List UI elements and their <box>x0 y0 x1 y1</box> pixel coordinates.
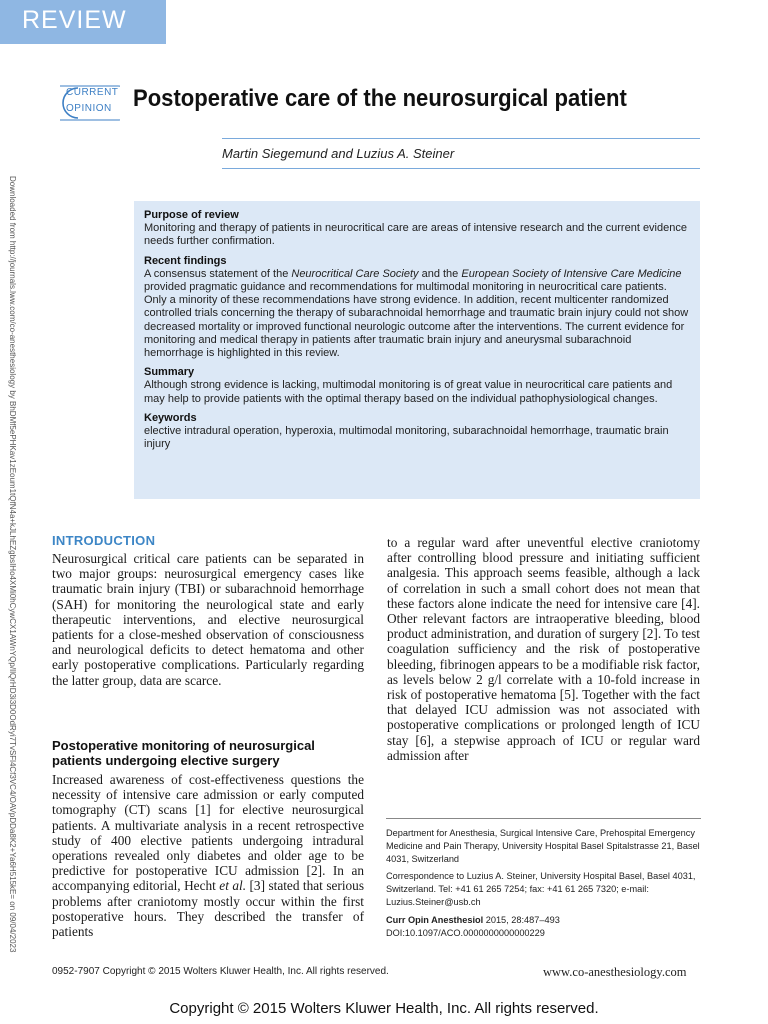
logo-line-2: OPINION <box>66 103 112 114</box>
keywords-heading: Keywords <box>144 411 197 424</box>
doi: DOI:10.1097/ACO.0000000000000229 <box>386 927 545 938</box>
bottom-copyright: Copyright © 2015 Wolters Kluwer Health, Inc. All rights reserved. <box>169 1000 599 1017</box>
current-opinion-logo <box>48 84 120 122</box>
footer-copyright: 0952-7907 Copyright © 2015 Wolters Kluwer Health, Inc. All rights reserved. <box>52 966 389 977</box>
purpose-heading: Purpose of review <box>144 209 239 221</box>
authors-rule <box>222 168 700 169</box>
summary-heading: Summary <box>144 366 195 379</box>
purpose-text: Monitoring and therapy of patients in neurocritical care are areas of intensive research and the current evidence needs further confirmation. <box>144 222 687 248</box>
journal-citation: Curr Opin Anesthesiol 2015, 28:487–493 <box>386 914 560 925</box>
right-column-text: to a regular ward after uneventful elective craniotomy after controlling blood pressure and initiating sufficient analgesia. This approach seems feasible, although a lack of correlation in such a small cohort does not mean that these factors alone indicate the need for intensive care [4]. Other relevant factors are intraoperative bleeding, blood product administration, and duration of surgery [2]. To test coagulation sufficiency and the risk of postoperative bleeding, fibrinogen appears to be a modifiable risk factor, as levels below 2 g/l correlate with a 10-fold increase in risk of postoperative hematoma [5]. Together with the fact that delayed ICU admission was not associated with postoperative complications or prolonged length of ICU stay [6], a stepwise approach of ICU or regular ward admission after <box>387 535 700 763</box>
correspondence-contact: Correspondence to Luzius A. Steiner, University Hospital Basel, Basel 4031, Switzerland. Tel: +41 61 265 7254; fax: +41 61 265 7320; e-mail: Luzius.Steiner@usb.ch <box>386 871 696 907</box>
keywords-text: elective intradural operation, hyperoxia, multimodal monitoring, subarachnoidal hemorrhage, traumatic brain injury <box>144 425 669 451</box>
section-tab <box>0 0 166 44</box>
subsection-heading: Postoperative monitoring of neurosurgical patients undergoing elective surgery <box>52 738 315 768</box>
correspondence-rule <box>386 818 701 819</box>
title-rule <box>222 138 700 139</box>
footer-website: www.co-anesthesiology.com <box>543 965 687 979</box>
findings-heading: Recent findings <box>144 254 227 267</box>
logo-line-1: CURRENT <box>66 87 119 98</box>
authors: Martin Siegemund and Luzius A. Steiner <box>222 146 455 161</box>
introduction-heading: INTRODUCTION <box>52 533 156 548</box>
section-tab-label: REVIEW <box>22 6 127 34</box>
abstract-box <box>134 201 700 499</box>
findings-text: A consensus statement of the Neurocritical Care Society and the European Society of Intensive Care Medicine provided pragmatic guidance and recommendations for multimodal monitoring in neurocritical care patients. Only a minority of these recommendations have strong evidence. In addition, recent multicenter randomized controlled trials concerning the therapy of subarachnoidal hemorrhage and traumatic brain injury could not show decreased mortality or improved functional neurologic outcome after the interventions. The current evidence for monitoring and medical therapy in patients after traumatic brain injury and aneurysmal subarachnoid hemorrhage is highlighted in this review. <box>144 267 689 360</box>
download-notice: Downloaded from http://journals.lww.com/co-anesthesiology by BhDMf5ePHKav1zEoum1tQfN4a+kJLhEZgbsIHo4XMi0hCywCX1AWnYQp/IlQrHD3i3D0OdRyi7TvSFl4Cf3VC4/OAVpDDa8K2+Ya6H515kE= on 09/04/2023 <box>8 176 17 953</box>
summary-text: Although strong evidence is lacking, multimodal monitoring is of great value in neurocritical care patients and may help to provide patients with the optimal therapy based on the individual pathophysiological changes. <box>144 379 673 405</box>
subsection-text: Increased awareness of cost-effectiveness questions the necessity of intensive care admission or early computed tomography (CT) scans [1] for elective neurosurgical patients. A multivariate analysis in a recent retrospective study of 400 elective patients undergoing intradural operations revealed only diabetes and older age to be predictive for postoperative ICU admission [2]. In an accompanying editorial, Hecht et al. [3] stated that serious problems after craniotomy mostly occur within the first postoperative hours. They described the transfer of patients <box>52 772 364 940</box>
article-title: Postoperative care of the neurosurgical patient <box>133 85 627 112</box>
introduction-text: Neurosurgical critical care patients can be separated in two major groups: neurosurgical emergency cases like traumatic brain injury (TBI) or subarachnoid hemorrhage (SAH) for monitoring the neurological state and early therapeutic interventions, and elective neurosurgical patients for a close-meshed observation of consciousness and neurological deficits to detect hematoma and other early postoperative complications. Particularly regarding the latter group, data are scarce. <box>52 551 364 688</box>
department: Department for Anesthesia, Surgical Intensive Care, Prehospital Emergency Medicine and Pain Therapy, University Hospital Basel Spitalstrasse 21, Basel 4031, Switzerland <box>386 828 700 864</box>
correspondence-block <box>386 827 701 944</box>
